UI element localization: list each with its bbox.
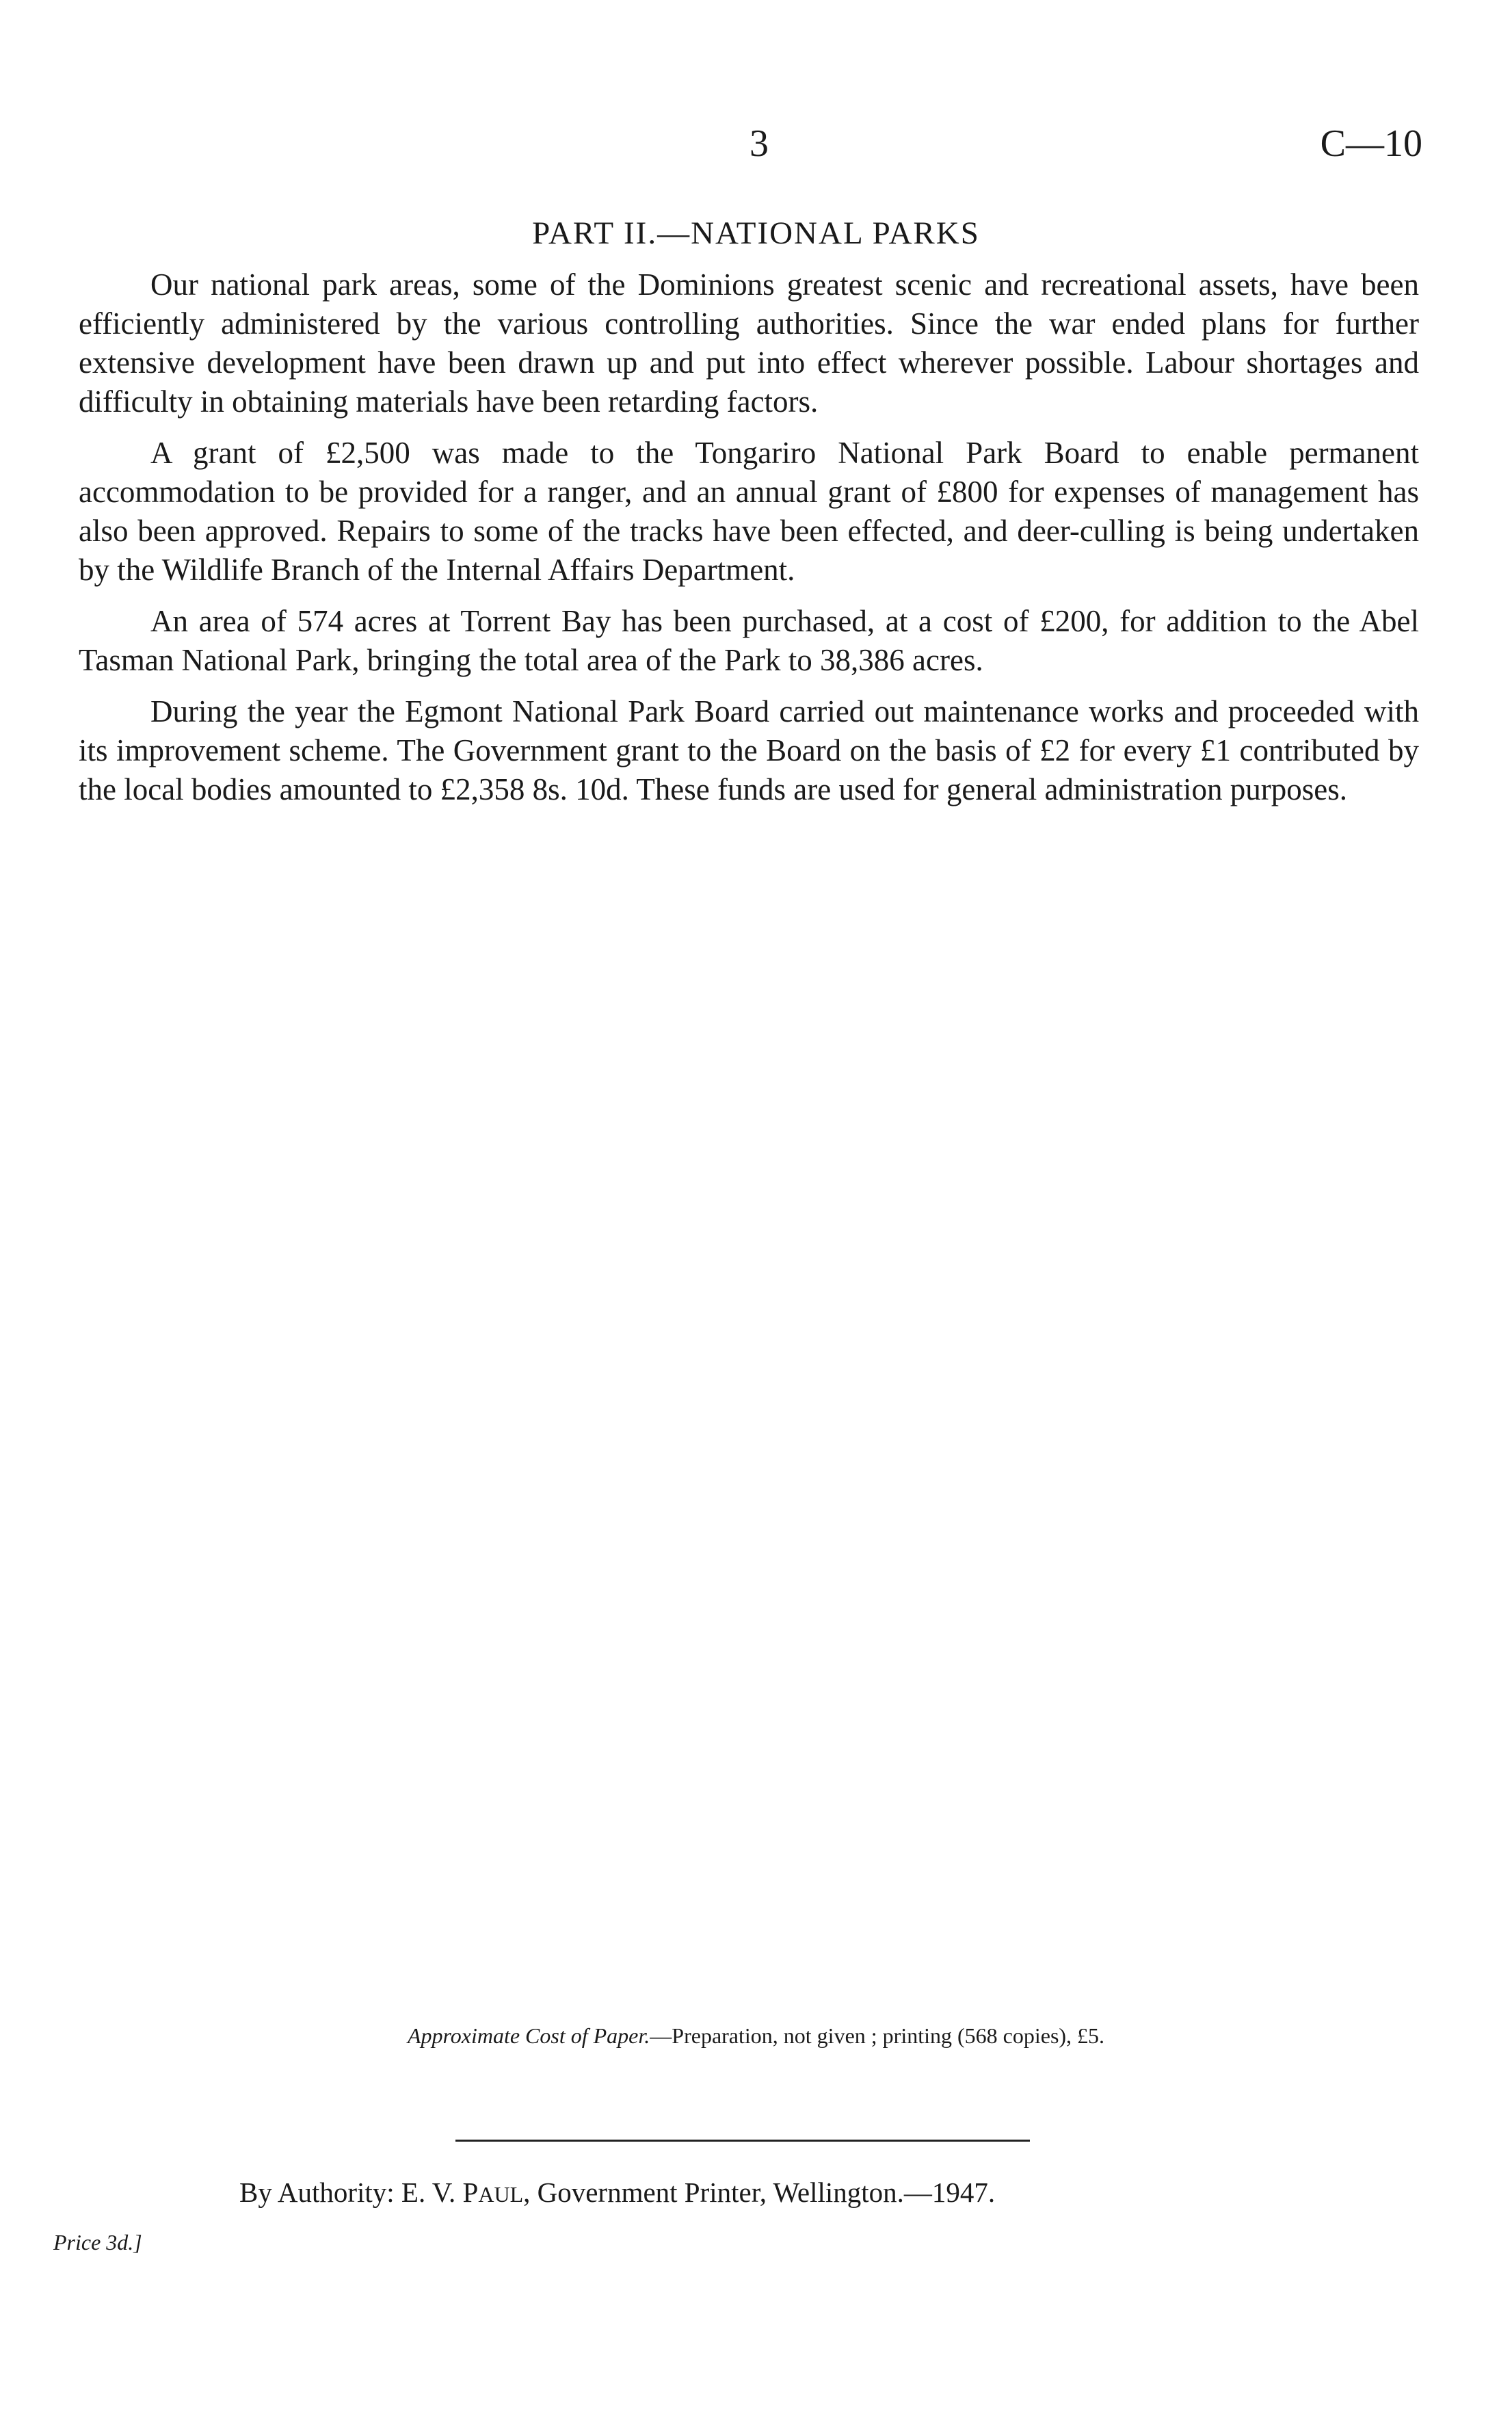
paragraph: An area of 574 acres at Torrent Bay has been purchased, at a cost of £200, for addition to the Abel Tasman National Park, bringing the total area of the Park to 38,386 acres. bbox=[79, 604, 1419, 677]
paragraph: A grant of £2,500 was made to the Tongariro National Park Board to enable permanent accommodation to be provided for a ranger, and an annual grant of £800 for expenses of management has also been approved. Repairs to some of the tracks have been effected, and deer-culling is being undertaken by the Wildlife Branch of the Internal Affairs Department. bbox=[79, 436, 1419, 587]
imprint-prefix: By Authority: E. V. P bbox=[239, 2177, 479, 2208]
imprint-smallcaps: AUL bbox=[478, 2182, 524, 2207]
page-number: 3 bbox=[750, 122, 769, 165]
divider-rule bbox=[455, 2140, 1030, 2142]
paragraph: Our national park areas, some of the Dominions greatest scenic and recreational assets, have been efficiently administered by the various controlling authorities. Since the war ended plans for further extensive development have been drawn up and put into effect wherever possible. Labour shortages and difficulty in obtaining materials have been retarding factors. bbox=[79, 267, 1419, 419]
printer-imprint bbox=[239, 2179, 1251, 2207]
document-code: C—10 bbox=[1320, 122, 1422, 165]
cost-label: Approximate Cost of Paper. bbox=[407, 2023, 650, 2048]
body-text bbox=[79, 265, 1419, 822]
price-note: Price 3d.] bbox=[53, 2230, 142, 2255]
cost-of-paper-note bbox=[0, 2025, 1512, 2047]
imprint-suffix: , Government Printer, Wellington.—1947. bbox=[523, 2177, 996, 2208]
section-title: PART II.—NATIONAL PARKS bbox=[532, 215, 980, 251]
cost-detail: —Preparation, not given ; printing (568 copies), £5. bbox=[650, 2023, 1105, 2048]
paragraph: During the year the Egmont National Park Board carried out maintenance works and proceeded with its improvement scheme. The Government grant to the Board on the basis of £2 for every £1 contributed by the local bodies amounted to £2,358 8s. 10d. These funds are used for general administration purposes. bbox=[79, 694, 1419, 806]
